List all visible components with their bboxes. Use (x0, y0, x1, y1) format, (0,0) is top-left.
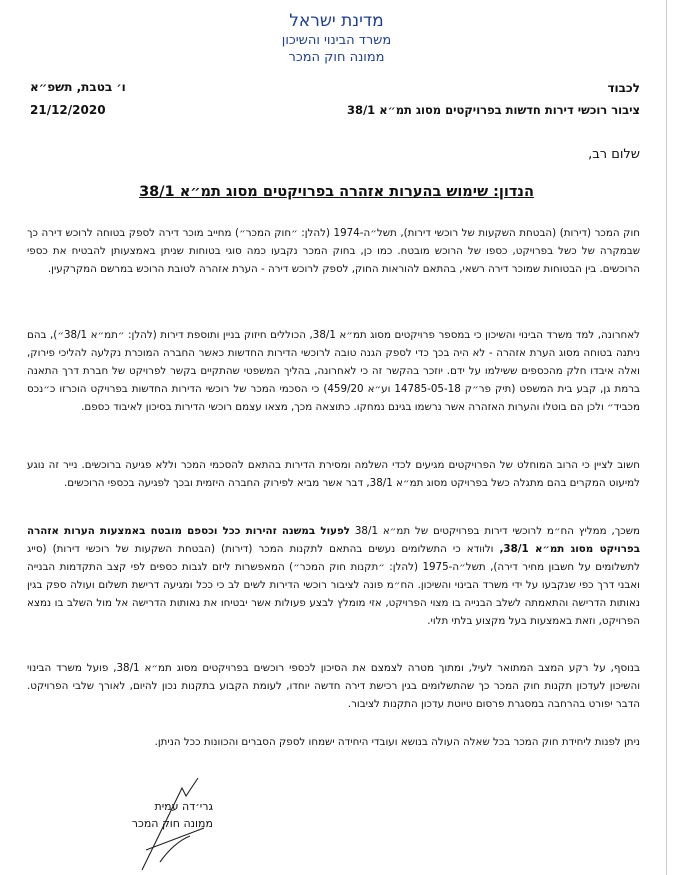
paragraph-4-intro: משכך, ממליץ הח״מ לרוכשי דירות בפרויקטים של תמ״א 38/1 (349, 525, 640, 537)
header-state: מדינת ישראל (289, 11, 384, 31)
page-edge-divider (666, 0, 667, 875)
hebrew-date: ו׳ בטבת, תשפ״א (30, 80, 126, 94)
header-department: ממונה חוק המכר (288, 50, 385, 65)
paragraph-1: חוק המכר (דירות) (הבטחת השקעות של רוכשי דירות), תשל״ה-1974 (להלן: ״חוק המכר״) מחייב מוכר דירה לספק בטוחה לרוכש דירה כך שבמקרה של כשל בפרויקט, כספו של הרוכש מובטח. כמו כן, בחוק המכר נקבעו כמה סוגי בטוחות שניתן באמצעותן להבטיח את כספי הרוכשים. בין הבטוחות שמוכר דירה רשאי, בהתאם להוראות החוק, לספק לרוכש דירה - הערת אזהרה לטובת הרוכש במרשם המקרקעין. (27, 227, 640, 275)
signatory-title: ממונה חוק המכר (131, 817, 213, 830)
recipient-label: לכבוד (607, 81, 640, 95)
signatory-name: גרי׳דה עמית (154, 800, 213, 813)
subject-line: הנדון: שימוש בהערות אזהרה בפרויקטים מסוג תמ״א 38/1 (139, 184, 534, 200)
header-ministry: משרד הבינוי והשיכון (281, 33, 392, 48)
gregorian-date: 21/12/2020 (30, 103, 106, 117)
greeting: שלום רב, (588, 147, 640, 162)
paragraph-3: חשוב לציין כי הרוב המוחלט של הפרויקטים מגיעים לכדי השלמה ומסירת הדירות בהתאם להסכמי המכר וללא פגיעה ברוכשים. נייר זה נוגע למיעוט המקרים בהם מתגלה כשל בפרויקט מסוג תמ״א 38/1, דבר אשר מביא לפירוק החברה היזמית ובכך לפגיעה בכספי הרוכשים. (27, 459, 640, 489)
paragraph-6: ניתן לפנות ליחידת חוק המכר בכל שאלה העולה בנושא ועובדי היחידה ישמחו לספק הסברים והכוונות ככל הניתן. (154, 736, 640, 748)
paragraph-4-emphasis: לפעול במשנה זהירות ככל וכספם מובטח באמצעות הערות אזהרה בפרויקט מסוג תמ״א 38/1, (27, 525, 640, 555)
paragraph-4 (27, 522, 640, 630)
paragraph-5: בנוסף, על רקע המצב המתואר לעיל, ומתוך מטרה לצמצם את הסיכון לכספי רוכשים בפרויקטים מסוג תמ״א 38/1, פועל משרד הבינוי והשיכון לעדכון תקנות חוק המכר כך שהתשלומים בגין רכישת דירה חדשה יוחדו, לעומת הקבוע בתקנות נכון להיום, לאורך שלבי הפרויקט. הדבר יפורט בהרחבה במסגרת פרסום טיוטת עדכון התקנות לציבור. (27, 662, 641, 710)
recipient-line: ציבור רוכשי דירות חדשות בפרויקטים מסוג תמ״א 38/1 (346, 103, 640, 117)
paragraph-4-rest: ולוודא כי התשלומים נעשים בהתאם לתקנות המכר (דירות) (הבטחת השקעות של רוכשי דירות) (סייג לתשלומים על חשבון מחיר דירה), תשל״ה-1975 (להלן: ״תקנות חוק המכר״) המאפשרות ליזם לגבות כספים לפי קצב התקדמות הבנייה ואבני דרך כפי שנקבעו על ידי משרד הבינוי והשיכון. הח״מ פונה לציבור רוכשי הדירות לשים לב כי ככל ומגיעה דרישת תשלום ועולה ספק בגין נאותות הדרישה והתאמתה לשלב הבנייה בו מצוי הפרויקט, אזי מומלץ לבצע פעולות אשר יבטיחו את נאותות הדרישה אל מול השלב בו נמצא הפרויקט, וזאת באמצעות בעל מקצוע בלתי תלוי. (27, 543, 640, 627)
paragraph-2: לאחרונה, למד משרד הבינוי והשיכון כי במספר פרויקטים מסוג תמ״א 38/1, הכוללים חיזוק בניין ותוספת דירות (להלן: ״תמ״א 38/1״), בהם ניתנה בטוחה מסוג הערת אזהרה - לא היה בכך כדי לספק הגנה טובה לרוכשי הדירות החדשות כאשר החברה המוכרת נקלעה להליכי פירוק, ואלה איבדו חלק מהכספים ששילמו על ידם. יוזכר בהקשר זה כי לאחרונה, בהליך המשפטי שהתקיים בקשר לפרויקט של חברת דרך התאנה ברמת גן, קבע בית המשפט (תיק פר״ק 14785-05-18 וע״א 459/20) כי הסכמי המכר של רוכשי הדירות החדשות בפרויקט הוכרזו כ״נכס מכביד״ ולכן הם בוטלו והערות האזהרה אשר נרשמו בגינם נמחקו. כתוצאה מכך, מצאו עצמם רוכשי הדירות בסיכון לאיבוד כספם. (27, 329, 640, 413)
